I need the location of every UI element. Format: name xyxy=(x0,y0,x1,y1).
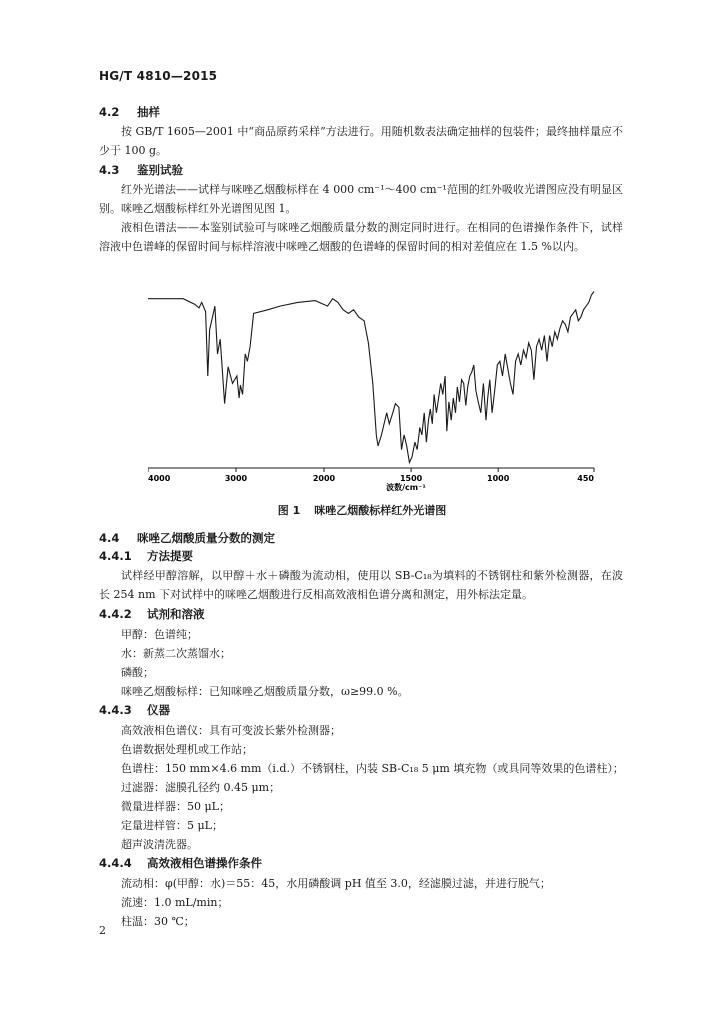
section-number: 4.4.4 xyxy=(99,856,132,870)
section-4-4-heading xyxy=(99,530,275,546)
spectrum-series-line xyxy=(148,291,594,462)
section-title: 鉴别试验 xyxy=(137,163,184,177)
condition-item: 流动相：φ(甲醇：水)＝55：45，水用磷酸调 pH 值至 3.0，经滤膜过滤，并进行脱气； xyxy=(121,877,551,890)
instrument-item: 高效液相色谱仪：具有可变波长紫外检测器； xyxy=(121,724,341,737)
section-number: 4.4 xyxy=(99,531,120,545)
section-number: 4.4.2 xyxy=(99,607,132,621)
page-number: 2 xyxy=(99,924,106,937)
lc-method-paragraph: 液相色谱法——本鉴别试验可与咪唑乙烟酸质量分数的测定同时进行。在相同的色谱操作条件下，试样溶液中色谱峰的保留时间与标样溶液中咪唑乙烟酸的色谱峰的保留时间的相对差值应在 1.5 %以内。 xyxy=(99,221,623,253)
section-title: 高效液相色谱操作条件 xyxy=(147,856,263,870)
section-title: 抽样 xyxy=(137,105,161,119)
condition-item: 流速：1.0 mL/min； xyxy=(121,896,229,909)
section-number: 4.2 xyxy=(99,105,120,119)
section-title: 试剂和溶液 xyxy=(147,607,205,621)
section-4-4-3-heading xyxy=(99,702,170,718)
figure-label: 图 1 xyxy=(277,504,301,517)
ir-spectrum-chart xyxy=(148,282,598,492)
section-title: 方法提要 xyxy=(147,549,194,563)
reagent-item: 磷酸； xyxy=(121,666,154,679)
instrument-item: 色谱数据处理机或工作站； xyxy=(121,743,253,756)
figure-caption-text: 咪唑乙烟酸标样红外光谱图 xyxy=(314,504,447,517)
section-number: 4.3 xyxy=(99,163,120,177)
x-axis-title: 波数/cm⁻¹ xyxy=(386,483,426,492)
x-tick-label: 2000 xyxy=(312,474,336,483)
instrument-item: 定量进样管：5 μL； xyxy=(121,819,223,832)
section-4-3-heading xyxy=(99,162,183,178)
condition-item: 柱温：30 ℃； xyxy=(121,915,195,928)
section-title: 仪器 xyxy=(147,703,171,717)
instrument-item: 超声波清洗器。 xyxy=(121,838,198,851)
reagent-item: 咪唑乙烟酸标样：已知咪唑乙烟酸质量分数，ω≥99.0 %。 xyxy=(121,685,409,698)
reagent-item: 甲醇：色谱纯； xyxy=(121,628,198,641)
figure-caption xyxy=(0,502,724,518)
x-tick-label: 1500 xyxy=(399,474,423,483)
sampling-paragraph: 按 GB/T 1605—2001 中“商品原药采样”方法进行。用随机数表法确定抽样的包装件；最终抽样量应不少于 100 g。 xyxy=(99,125,623,157)
section-4-4-4-heading xyxy=(99,855,262,871)
section-4-4-1-heading xyxy=(99,548,193,564)
section-title: 咪唑乙烟酸质量分数的测定 xyxy=(137,531,276,545)
x-tick-label: 1000 xyxy=(487,474,510,483)
section-number: 4.4.1 xyxy=(99,549,132,563)
reagent-item: 水：新蒸二次蒸馏水； xyxy=(121,647,231,660)
instrument-item: 过滤器：滤膜孔径约 0.45 μm； xyxy=(121,781,281,794)
instrument-item: 微量进样器：50 μL； xyxy=(121,800,230,813)
document-header: HG/T 4810—2015 xyxy=(99,69,218,83)
x-tick-label: 3000 xyxy=(224,474,248,483)
x-tick-label: 450 xyxy=(577,474,594,483)
x-tick-label: 4000 xyxy=(148,474,171,483)
instrument-item: 色谱柱：150 mm×4.6 mm（i.d.）不锈钢柱，内装 SB-C₁₈ 5 μm 填充物（或具同等效果的色谱柱）； xyxy=(121,762,624,775)
principle-paragraph: 试样经甲醇溶解，以甲醇＋水＋磷酸为流动相，使用以 SB-C₁₈为填料的不锈钢柱和紫外检测器，在波长 254 nm 下对试样中的咪唑乙烟酸进行反相高效液相色谱分离和测定，用外标法定量。 xyxy=(99,569,623,601)
section-number: 4.4.3 xyxy=(99,703,132,717)
section-4-2-heading xyxy=(99,104,160,120)
ir-method-paragraph: 红外光谱法——试样与咪唑乙烟酸标样在 4 000 cm⁻¹～400 cm⁻¹范围的红外吸收光谱图应没有明显区别。咪唑乙烟酸标样红外光谱图见图 1。 xyxy=(99,183,623,215)
section-4-4-2-heading xyxy=(99,606,205,622)
